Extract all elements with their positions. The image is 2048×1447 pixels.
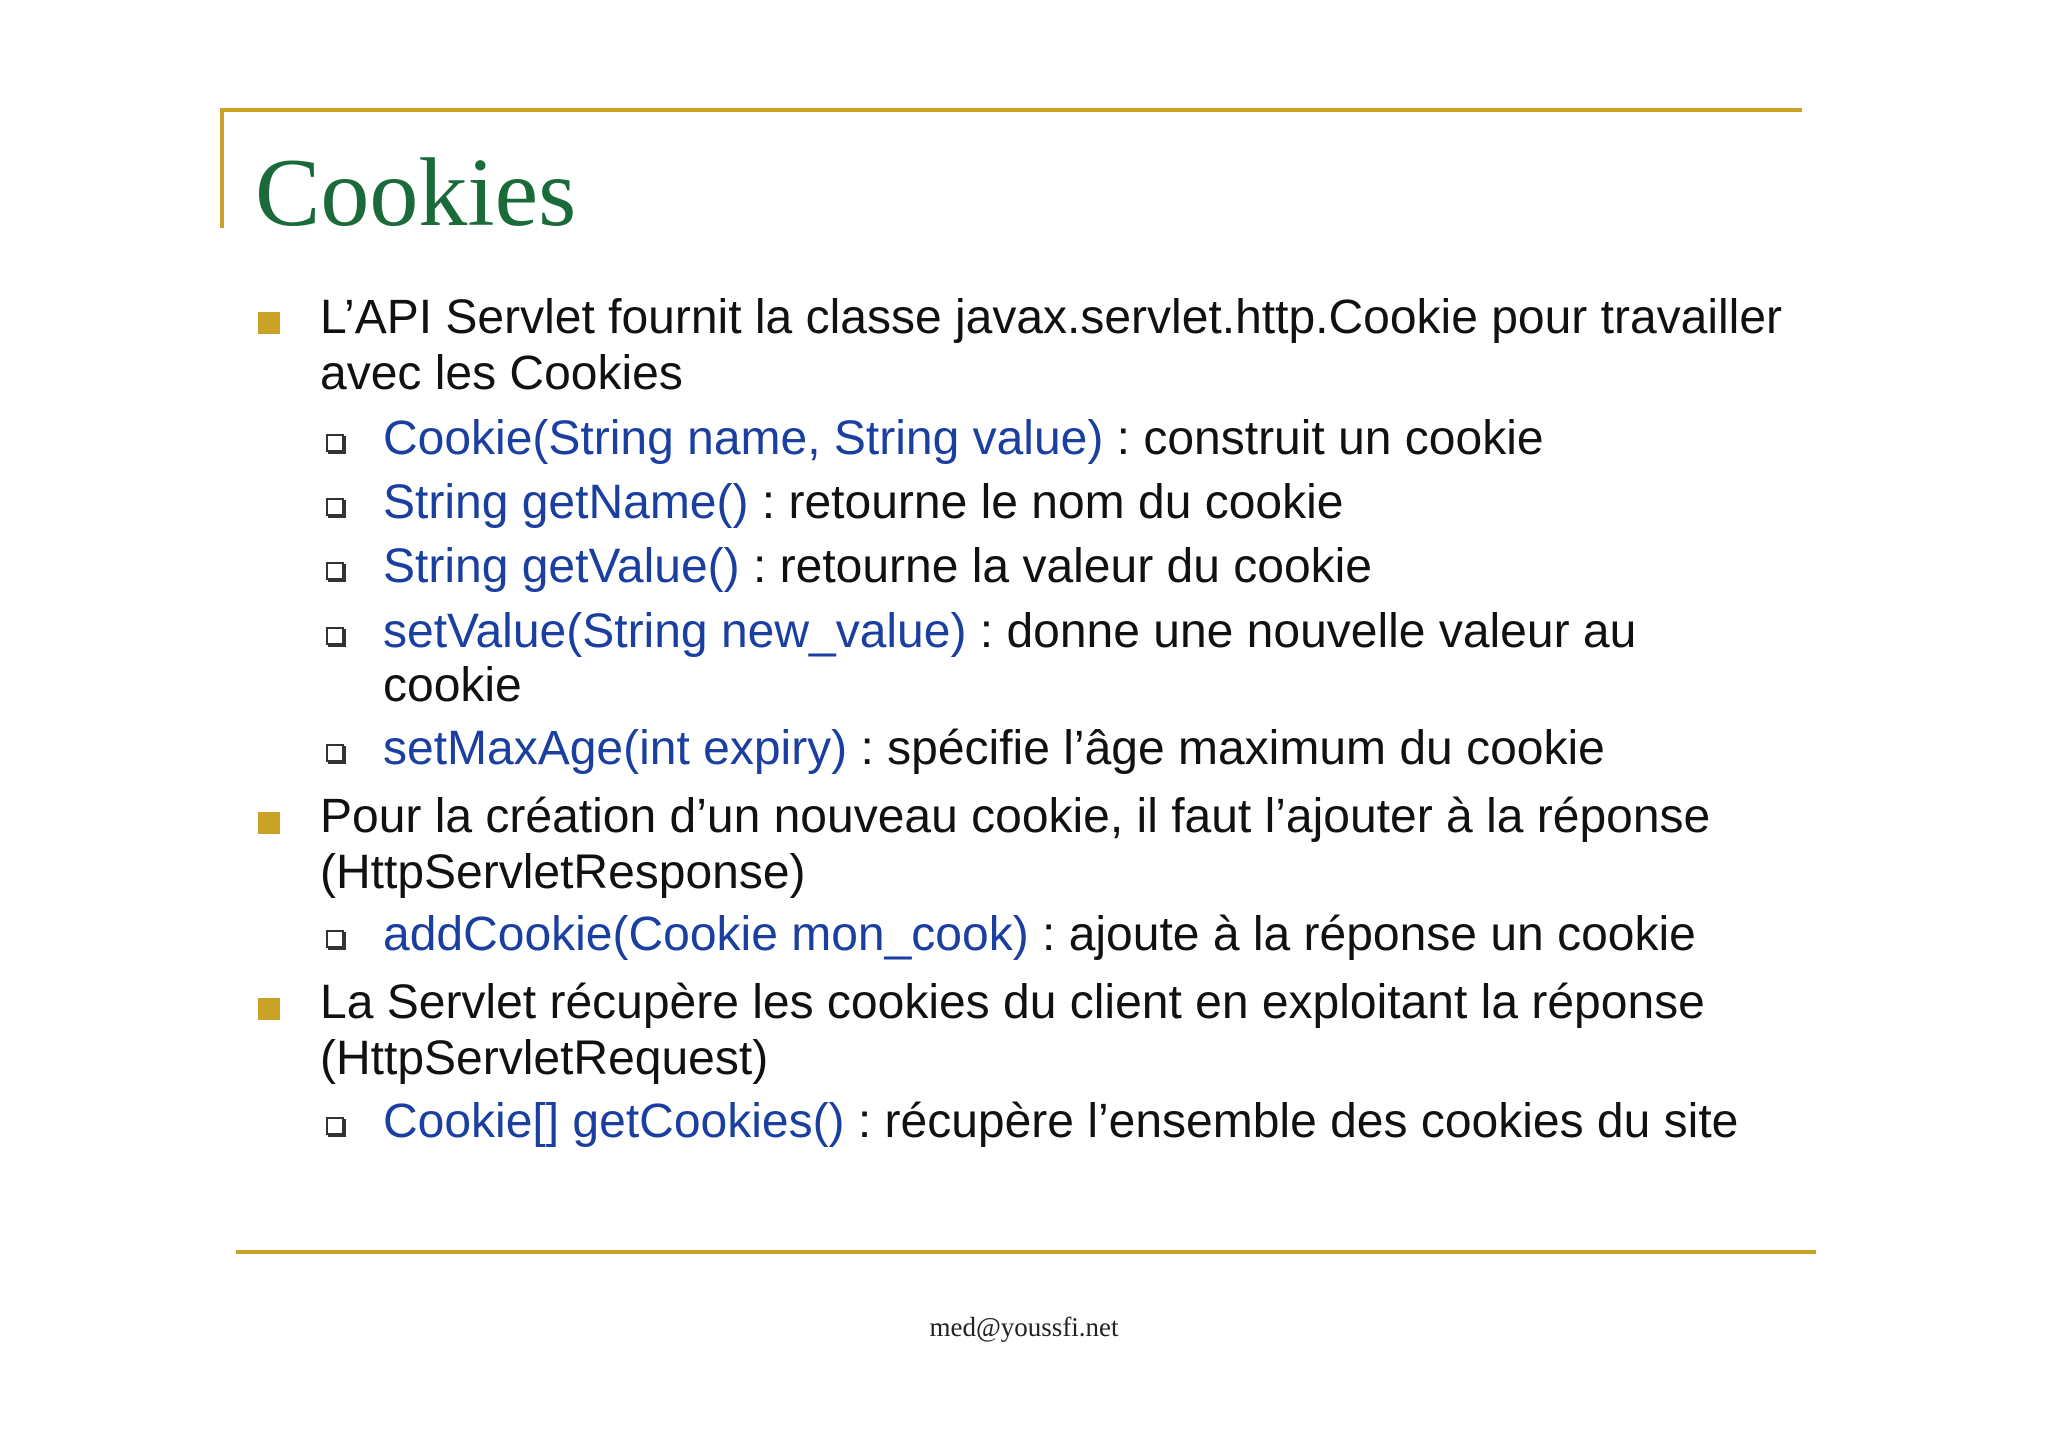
method-description: : retourne la valeur du cookie: [739, 540, 1372, 593]
sub-bullet: [383, 1095, 1783, 1149]
method-description: : récupère l’ensemble des cookies du site: [844, 1095, 1739, 1148]
checkbox-bullet-icon: [326, 562, 344, 580]
square-bullet-icon: [258, 312, 280, 334]
sub-bullet: [383, 908, 1783, 962]
page-title: Cookies: [255, 139, 577, 247]
sub-bullet: [383, 476, 1783, 530]
method-description: : retourne le nom du cookie: [748, 476, 1344, 529]
bottom-divider: [236, 1250, 1816, 1254]
left-divider: [220, 108, 224, 228]
bullet-text: Pour la création d’un nouveau cookie, il faut l’ajouter à la réponse (HttpServletResponse): [320, 790, 1711, 899]
checkbox-bullet-icon: [326, 1117, 344, 1135]
sub-bullet: [383, 412, 1783, 466]
method-signature: String getValue(): [383, 540, 740, 593]
footer-email: med@youssfi.net: [929, 1312, 1119, 1342]
bullet-text: La Servlet récupère les cookies du client en exploitant la réponse (HttpServletRequest): [320, 976, 1705, 1085]
method-description: : construit un cookie: [1103, 412, 1544, 465]
method-signature: setValue(String new_value): [383, 605, 967, 658]
square-bullet-icon: [258, 998, 280, 1020]
sub-bullet: [383, 722, 1783, 776]
checkbox-bullet-icon: [326, 434, 344, 452]
sub-bullet: [383, 605, 1783, 713]
method-signature: addCookie(Cookie mon_cook): [383, 908, 1029, 961]
method-description: : donne une nouvelle valeur au cookie: [383, 605, 1637, 712]
square-bullet-icon: [258, 812, 280, 834]
method-signature: String getName(): [383, 476, 749, 529]
method-signature: Cookie[] getCookies(): [383, 1095, 845, 1148]
checkbox-bullet-icon: [326, 744, 344, 762]
method-signature: Cookie(String name, String value): [383, 412, 1104, 465]
checkbox-bullet-icon: [326, 930, 344, 948]
top-divider: [220, 108, 1802, 112]
sub-bullet: [383, 540, 1783, 594]
method-signature: setMaxAge(int expiry): [383, 722, 848, 775]
bullet-text: L’API Servlet fournit la classe javax.servlet.http.Cookie pour travailler avec les Cookies: [320, 291, 1783, 400]
checkbox-bullet-icon: [326, 627, 344, 645]
method-description: : spécifie l’âge maximum du cookie: [847, 722, 1605, 775]
method-description: : ajoute à la réponse un cookie: [1028, 908, 1696, 961]
checkbox-bullet-icon: [326, 498, 344, 516]
